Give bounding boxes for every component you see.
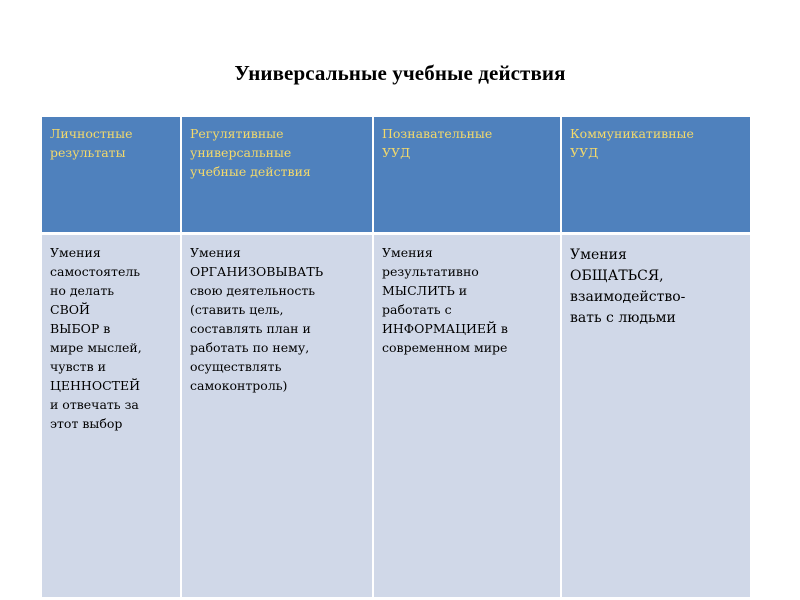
cell-cognitive-uud [373, 233, 561, 597]
header-personal-results-label: Личностные результаты [50, 126, 133, 160]
header-communicative-uud-label: Коммуникативные УУД [570, 126, 694, 160]
header-personal-results [42, 117, 181, 233]
header-cognitive-uud [373, 117, 561, 233]
header-regulatory-uud-label: Регулятивные универсальные учебные действия [190, 126, 311, 179]
uud-table [42, 117, 750, 597]
cell-communicative-uud-text: Умения ОБЩАТЬСЯ, взаимодейство- вать с людьми [570, 246, 686, 326]
cell-personal-results-text: Умения самостоятель но делать СВОЙ ВЫБОР в мире мыслей, чувств и ЦЕННОСТЕЙ и отвечать за этот выбор [50, 244, 142, 431]
cell-regulatory-uud [181, 233, 373, 597]
table-body [42, 233, 750, 597]
cell-cognitive-uud-text: Умения результативно МЫСЛИТЬ и работать с ИНФОРМАЦИЕЙ в современном мире [382, 244, 508, 355]
slide-title: Универсальные учебные действия [234, 61, 566, 85]
header-communicative-uud [561, 117, 750, 233]
cell-communicative-uud [561, 233, 750, 597]
header-cognitive-uud-label: Познавательные УУД [382, 126, 493, 160]
cell-personal-results [42, 233, 181, 597]
cell-regulatory-uud-text: Умения ОРГАНИЗОВЫВАТЬ свою деятельность (ставить цель, составлять план и работать по нему, осуществлять самоконтроль) [190, 244, 324, 393]
table-header [42, 117, 750, 233]
header-row [42, 117, 750, 233]
table-row [42, 233, 750, 597]
header-regulatory-uud [181, 117, 373, 233]
